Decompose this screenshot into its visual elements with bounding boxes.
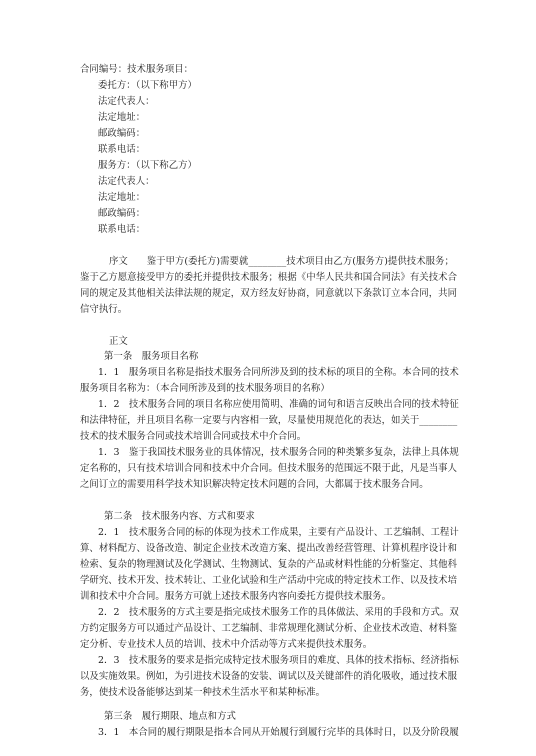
clause-line: 务，使技术设备能够达到某一种技术生活水平和某种标准。 <box>80 687 326 698</box>
clause-line: 以及实施效果。例如，为引进技术设备的安装、调试以及关键部件的消化吸收，通过技术服 <box>80 671 458 682</box>
preface-line: 同的规定及其他相关法律法规的规定，双方经友好协商，同意就以下条款订立本合同，共同 <box>80 288 458 299</box>
party-b-phone: 联系电话： <box>98 224 146 235</box>
party-a-address: 法定地址： <box>98 112 146 123</box>
clause-line: 1．2 技术服务合同的项目名称应使用简明、准确的词句和语言反映出合同的技术特征 <box>98 399 459 410</box>
party-b-label: 服务方：（以下称乙方） <box>98 160 197 171</box>
clause-line: 1．1 服务项目名称是指技术服务合同所涉及到的技术标的项目的全称。本合同的技术 <box>98 367 459 378</box>
clause-line: 定名称的，只有技术培训合同和技术中介合同。但技术服务的范围远不限于此，凡是当事人 <box>80 463 458 474</box>
clause-line: 定分析、专业技术人员的培训、技术中介活动等方式来提供技术服务。 <box>80 639 373 650</box>
clause-line: 服务项目名称为：（本合同所涉及到的技术服务项目的名称） <box>80 383 330 394</box>
party-a-representative: 法定代表人： <box>98 96 155 107</box>
preface-line: 序文 鉴于甲方(委托方)需要就________技术项目由乙方(服务方)提供技术服务； <box>109 256 454 267</box>
clause-line: 和法律特征，并且项目名称一定要与内容相一致，尽量使用规范化的表达，如关于________ <box>80 415 458 426</box>
contract-number-line: 合同编号：技术服务项目： <box>80 64 194 75</box>
clause-line: 技术的技术服务合同或技术培训合同或技术中介合同。 <box>80 431 307 442</box>
clause-line: 训和技术中介合同。服务方可就上述技术服务内容向委托方提供技术服务。 <box>80 591 392 602</box>
preface-line: 信守执行。 <box>80 304 128 315</box>
clause-line: 检索、复杂的物理测试及化学测试、生物测试、复杂的产品或材料性能的分析鉴定、其他科 <box>80 559 458 570</box>
party-a-postcode: 邮政编码： <box>98 128 146 139</box>
article-1-title: 第一条 服务项目名称 <box>104 351 199 362</box>
clause-line: 方约定服务方可以通过产品设计、工艺编制、非常规理化测试分析、企业技术改造、材料鉴 <box>80 623 458 634</box>
clause-line: 3．1 本合同的履行期限是指本合同从开始履行到履行完毕的具体时日，以及分阶段履 <box>98 727 459 738</box>
clause-line: 2．3 技术服务的要求是指完成特定技术服务项目的难度、具体的技术指标、经济指标 <box>98 655 459 666</box>
party-b-postcode: 邮政编码： <box>98 208 146 219</box>
article-2-title: 第二条 技术服务内容、方式和要求 <box>104 511 255 522</box>
clause-line: 2．1 技术服务合同的标的体现为技术工作成果，主要有产品设计、工艺编制、工程计 <box>98 527 459 538</box>
party-a-label: 委托方：（以下称甲方） <box>98 80 197 91</box>
clause-line: 算、材料配方、设备改造、制定企业技术改造方案、提出改善经营管理、计算机程序设计和 <box>80 543 458 554</box>
party-a-phone: 联系电话： <box>98 144 146 155</box>
clause-line: 学研究、技术开发、技术转让、工业化试验和生产活动中完成的特定技术工作、以及技术培 <box>80 575 458 586</box>
party-b-representative: 法定代表人： <box>98 176 155 187</box>
article-3-title: 第三条 履行期限、地点和方式 <box>104 711 236 722</box>
body-heading: 正文 <box>109 336 128 347</box>
clause-line: 1．3 鉴于我国技术服务业的具体情况，技术服务合同的种类繁多复杂，法律上具体规 <box>98 447 459 458</box>
clause-line: 之间订立的需要用科学技术知识解决特定技术问题的合同，大都属于技术服务合同。 <box>80 479 429 490</box>
party-b-address: 法定地址： <box>98 192 146 203</box>
preface-line: 鉴于乙方愿意接受甲方的委托并提供技术服务；根据《中华人民共和国合同法》有关技术合 <box>80 272 458 283</box>
clause-line: 2．2 技术服务的方式主要是指完成技术服务工作的具体做法、采用的手段和方式。双 <box>98 607 459 618</box>
